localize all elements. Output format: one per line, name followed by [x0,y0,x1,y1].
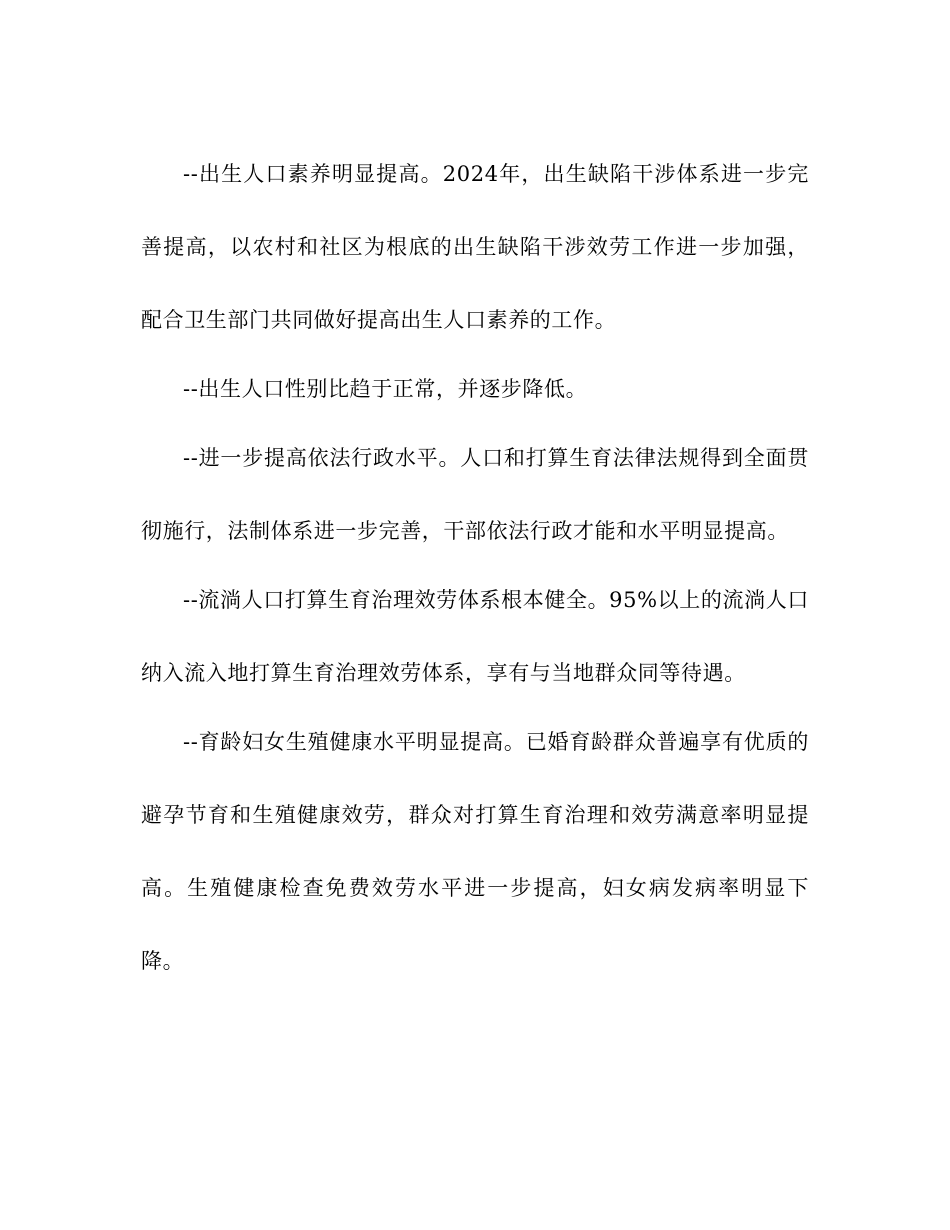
document-body [141,138,809,998]
paragraph-floating-population: --流淌人口打算生育治理效劳体系根本健全。95%以上的流淌人口纳入流入地打算生育治理效劳体系，享有与当地群众同等待遇。 [141,588,809,685]
paragraph-sex-ratio: --出生人口性别比趋于正常，并逐步降低。 [183,377,588,401]
paragraph-reproductive-health: --育龄妇女生殖健康水平明显提高。已婚育龄群众普遍享有优质的避孕节育和生殖健康效劳，群众对打算生育治理和效劳满意率明显提高。生殖健康检查免费效劳水平进一步提高，妇女病发病率明显下降。 [141,730,809,973]
paragraph-rule-of-law: --进一步提高依法行政水平。人口和打算生育法律法规得到全面贯彻施行，法制体系进一步完善，干部依法行政才能和水平明显提高。 [141,446,809,543]
paragraph-birth-quality: --出生人口素养明显提高。2024年，出生缺陷干涉体系进一步完善提高，以农村和社区为根底的出生缺陷干涉效劳工作进一步加强，配合卫生部门共同做好提高出生人口素养的工作。 [141,162,809,332]
